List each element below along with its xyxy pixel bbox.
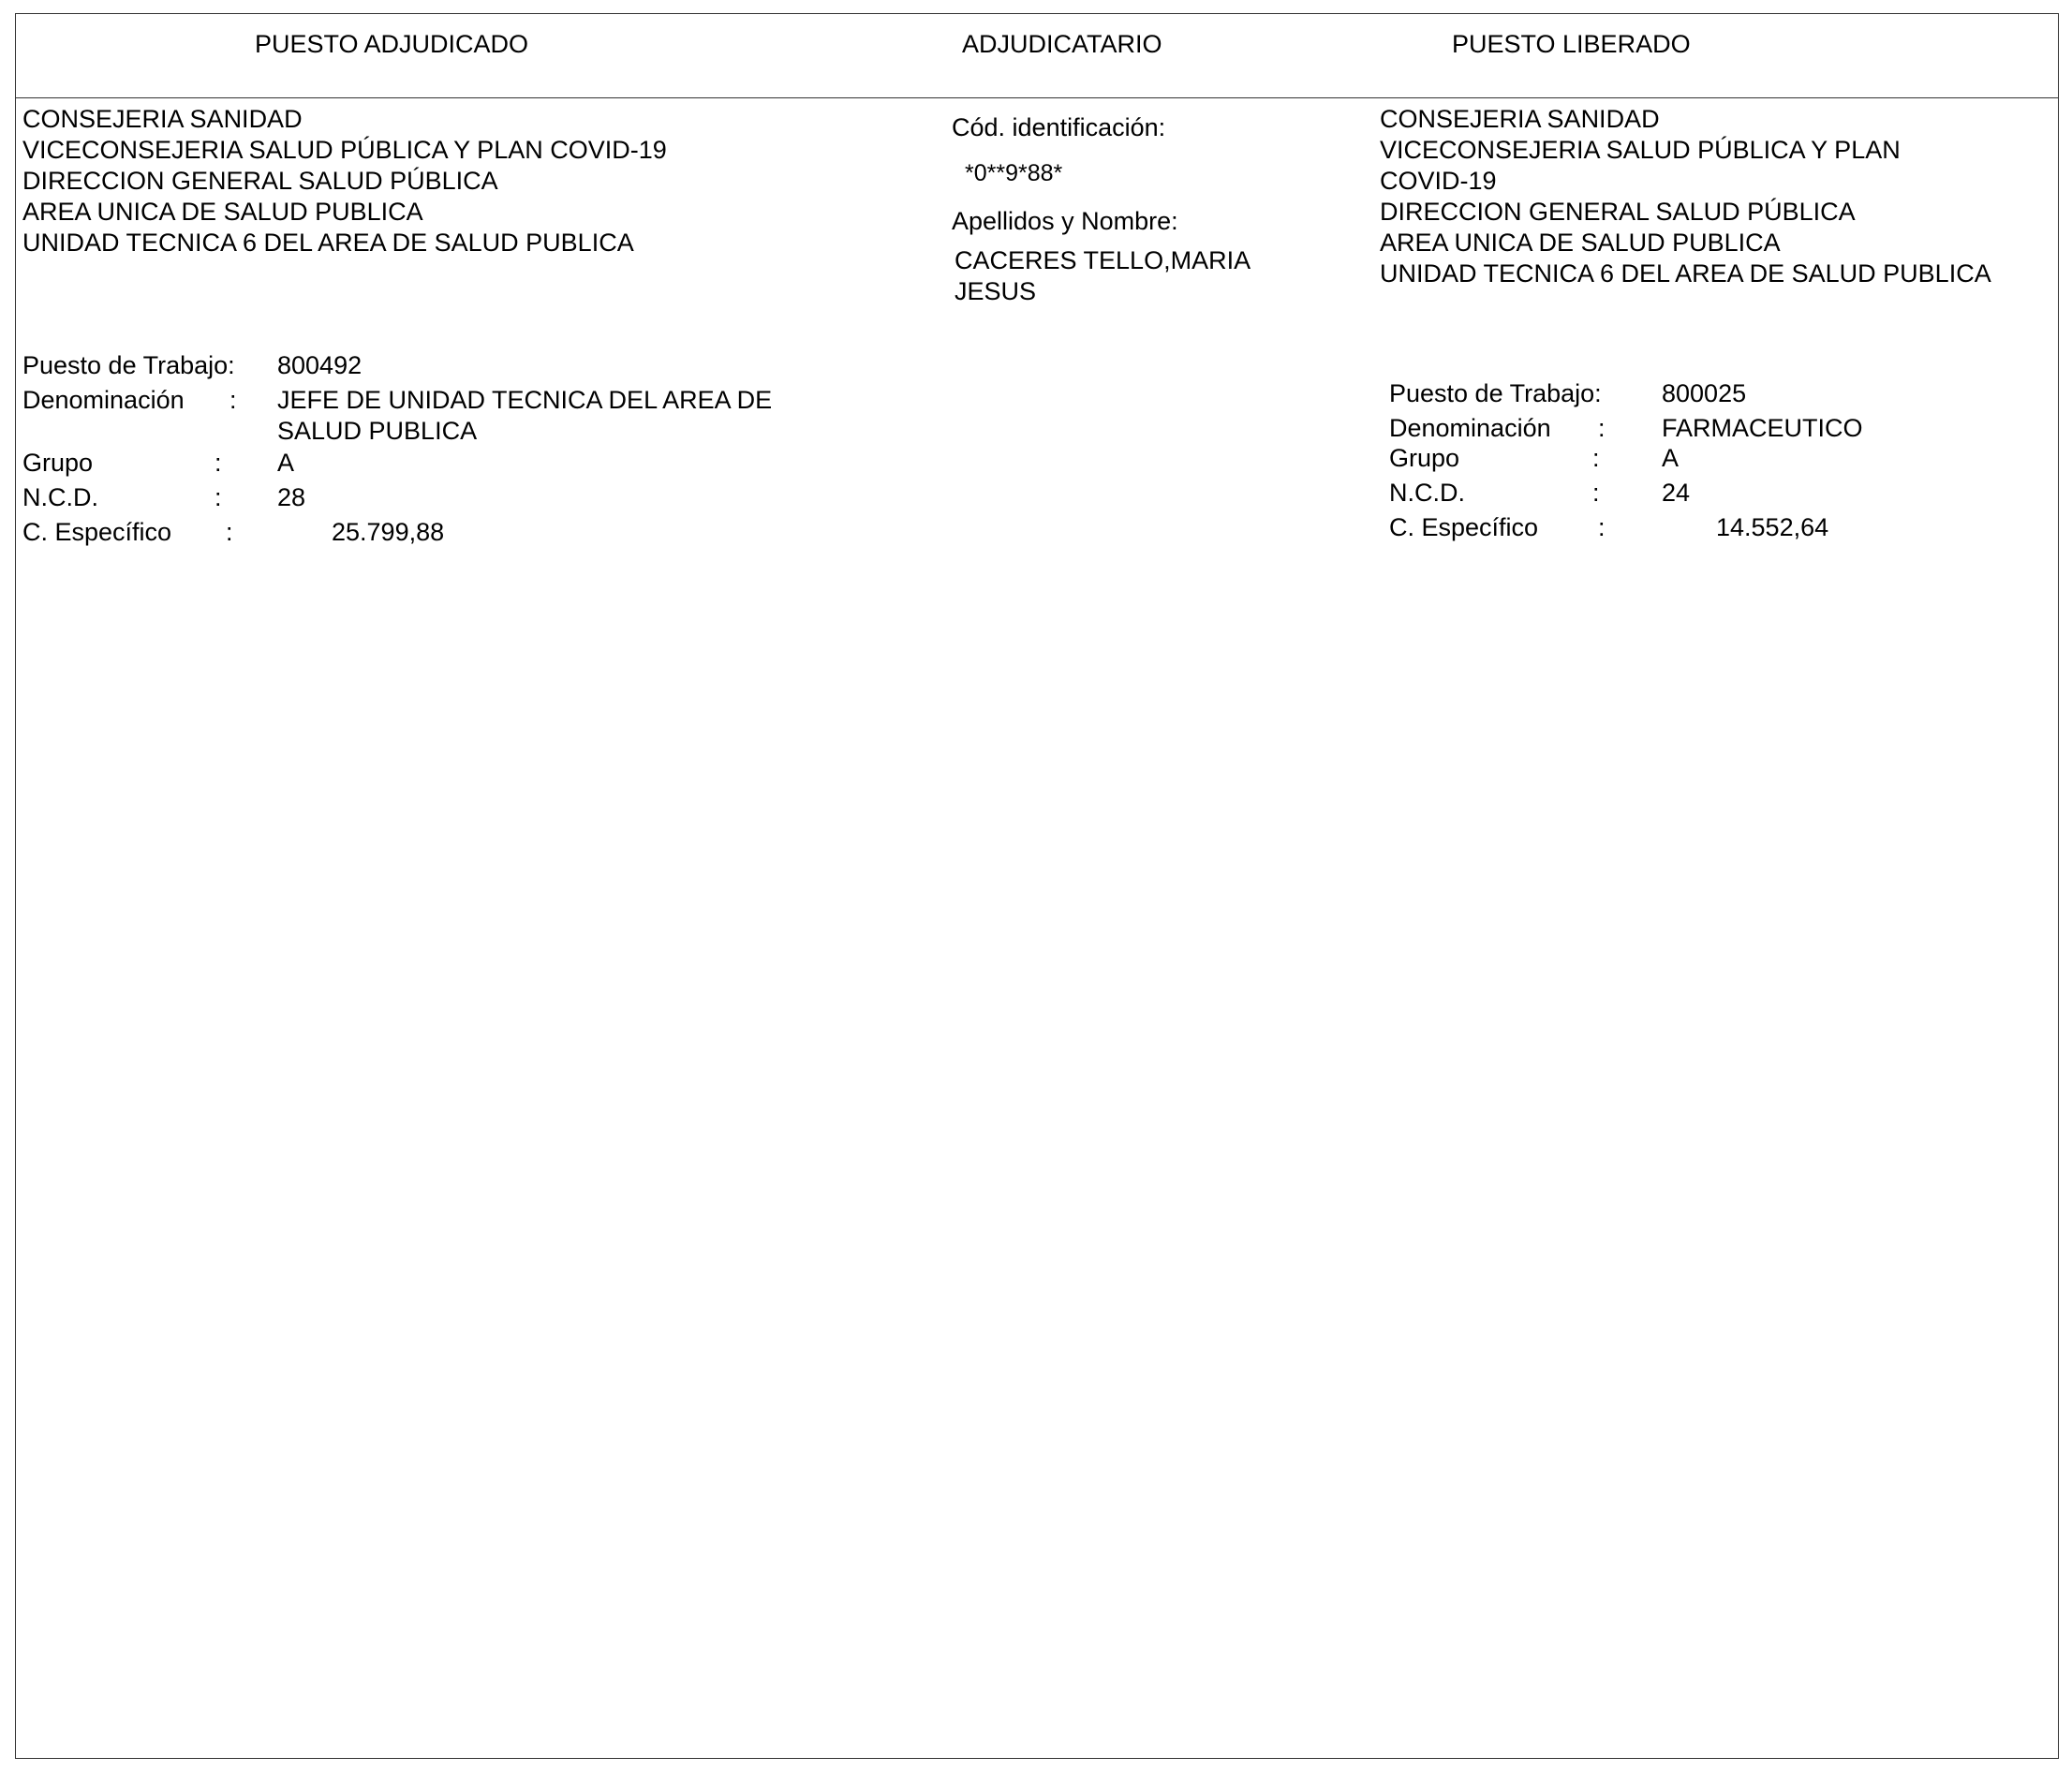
awarded-post-label: Puesto de Trabajo: — [22, 351, 235, 379]
awardee-name-value — [955, 245, 1251, 307]
awarded-org-block — [22, 104, 667, 258]
released-org-block — [1380, 104, 1991, 289]
awarded-denomination-line: JEFE DE UNIDAD TECNICA DEL AREA DE — [277, 386, 773, 414]
released-denomination-colon: : — [1598, 414, 1606, 442]
awarded-group-value: A — [277, 449, 295, 477]
awarded-org-line: CONSEJERIA SANIDAD — [22, 105, 303, 133]
released-specific-label: C. Específico — [1389, 513, 1539, 541]
awarded-org-line: DIRECCION GENERAL SALUD PÚBLICA — [22, 167, 498, 195]
awarded-org-line: VICECONSEJERIA SALUD PÚBLICA Y PLAN COVID-19 — [22, 136, 667, 164]
awarded-denomination-colon: : — [229, 386, 237, 414]
awarded-group-label: Grupo — [22, 449, 94, 477]
header-awardee: ADJUDICATARIO — [962, 30, 1162, 58]
awarded-org-line: AREA UNICA DE SALUD PUBLICA — [22, 198, 423, 226]
awardee-name-label: Apellidos y Nombre: — [952, 207, 1178, 235]
released-ncd-colon: : — [1592, 479, 1600, 507]
released-org-line: AREA UNICA DE SALUD PUBLICA — [1380, 229, 1781, 257]
released-org-line: UNIDAD TECNICA 6 DEL AREA DE SALUD PUBLICA — [1380, 259, 1991, 288]
released-group-colon: : — [1592, 444, 1600, 472]
header-released-post: PUESTO LIBERADO — [1452, 30, 1691, 58]
released-org-line: VICECONSEJERIA SALUD PÚBLICA Y PLAN — [1380, 136, 1901, 164]
awarded-specific-colon: : — [226, 518, 233, 546]
released-org-line: COVID-19 — [1380, 167, 1497, 195]
released-post-label: Puesto de Trabajo: — [1389, 379, 1602, 407]
awarded-group-colon: : — [215, 449, 222, 477]
header-divider — [15, 97, 2059, 98]
released-ncd-value: 24 — [1662, 479, 1691, 507]
released-post-value: 800025 — [1662, 379, 1747, 407]
awarded-specific-label: C. Específico — [22, 518, 172, 546]
awarded-denomination-line: SALUD PUBLICA — [277, 417, 478, 445]
awardee-id-label: Cód. identificación: — [952, 113, 1166, 141]
awarded-denomination-label: Denominación — [22, 386, 185, 414]
awarded-denomination-value — [277, 385, 772, 447]
released-ncd-label: N.C.D. — [1389, 479, 1465, 507]
released-specific-value: 14.552,64 — [1716, 513, 1829, 541]
released-group-value: A — [1662, 444, 1680, 472]
awarded-ncd-label: N.C.D. — [22, 483, 98, 511]
header-awarded-post: PUESTO ADJUDICADO — [255, 30, 529, 58]
awardee-id-value: *0**9*88* — [965, 160, 1063, 186]
released-org-line: DIRECCION GENERAL SALUD PÚBLICA — [1380, 198, 1856, 226]
released-group-label: Grupo — [1389, 444, 1460, 472]
awarded-specific-value: 25.799,88 — [332, 518, 445, 546]
awarded-ncd-value: 28 — [277, 483, 306, 511]
awarded-post-value: 800492 — [277, 351, 363, 379]
released-specific-colon: : — [1598, 513, 1606, 541]
released-denomination-label: Denominación — [1389, 414, 1551, 442]
released-denomination-value: FARMACEUTICO — [1662, 414, 1863, 442]
awarded-ncd-colon: : — [215, 483, 222, 511]
released-org-line: CONSEJERIA SANIDAD — [1380, 105, 1660, 133]
awardee-name-line: CACERES TELLO,MARIA — [955, 246, 1251, 274]
awardee-name-line: JESUS — [955, 277, 1037, 305]
awarded-org-line: UNIDAD TECNICA 6 DEL AREA DE SALUD PUBLICA — [22, 229, 634, 257]
